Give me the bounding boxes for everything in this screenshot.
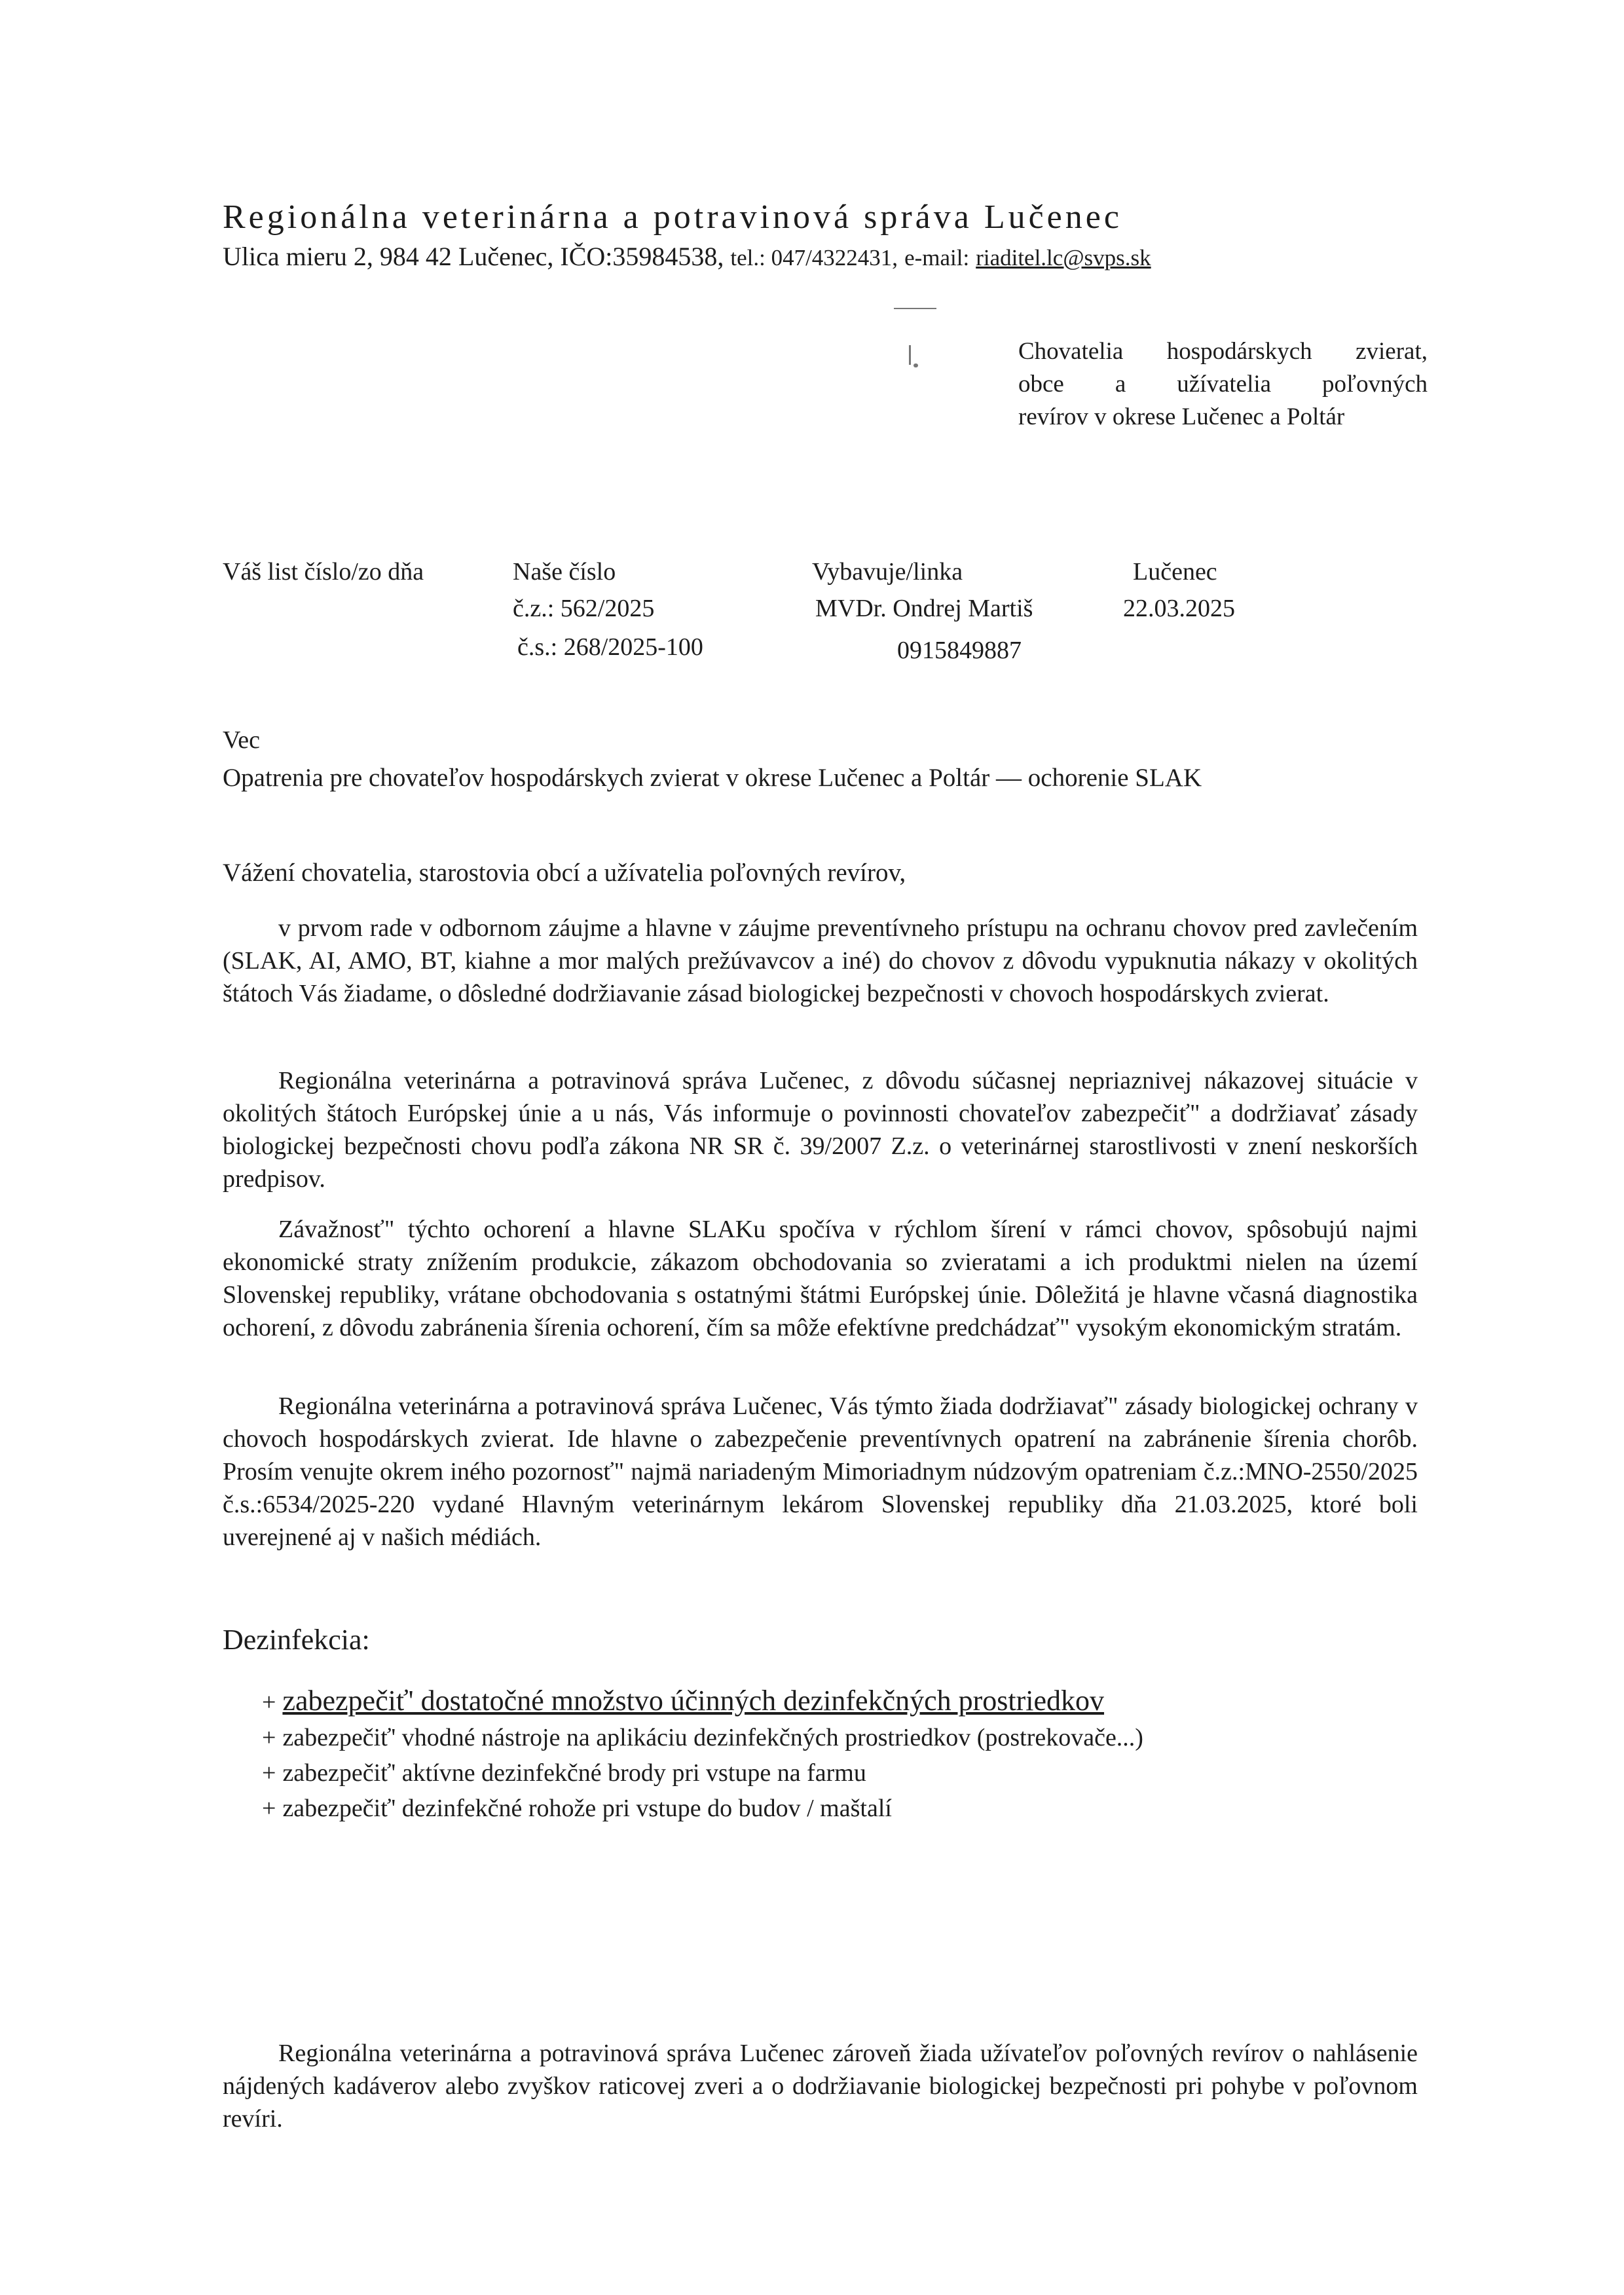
disinfection-heading: Dezinfekcia: (223, 1624, 370, 1656)
list-item (262, 1755, 1143, 1791)
organization-name: Regionálna veterinárna a potravinová správa Lučenec (223, 198, 1122, 236)
disinfection-list (262, 1683, 1143, 1826)
list-item-text: zabezpečiť' dezinfekčné rohože pri vstupe do budov / maštalí (282, 1795, 892, 1822)
handled-by-name: MVDr. Ondrej Martiš (815, 595, 1033, 622)
list-item-text: zabezpečiť' dostatočné množstvo účinných dezinfekčných prostriedkov (282, 1685, 1105, 1717)
subject-text: Opatrenia pre chovateľov hospodárskych zvierat v okrese Lučenec a Poltár — ochorenie SLAK (223, 764, 1202, 792)
plus-bullet: + (262, 1724, 276, 1751)
your-letter-label: Váš list číslo/zo dňa (223, 558, 424, 586)
our-number-label: Naše číslo (513, 558, 616, 586)
reference-cz: č.z.: 562/2025 (513, 595, 655, 622)
list-item-text: zabezpečiť' vhodné nástroje na aplikáciu dezinfekčných prostriedkov (postrekovače...) (282, 1724, 1143, 1751)
recipient-line: Chovatelia hospodárskych zvierat, (1018, 338, 1428, 365)
letter-date: 22.03.2025 (1123, 595, 1235, 622)
handled-by-label: Vybavuje/linka (812, 558, 963, 586)
list-item (262, 1683, 1143, 1720)
list-item (262, 1720, 1143, 1755)
organization-address (223, 241, 1151, 272)
recipient-line: revírov v okrese Lučenec a Poltár (1018, 403, 1345, 430)
body-paragraph: Regionálna veterinárna a potravinová správa Lučenec, Vás týmto žiada dodržiavať" zásady biologickej ochrany v chovoch hospodárskych zvierat. Ide hlavne o zabezpečenie preventívnych opatrení na zabránenie šírenia chorôb. Prosím venujte okrem iného pozornosť" najmä nariadeným Mimoriadnym núdzovým opatreniam č.z.:MNO-2550/2025 č.s.:6534/2025-220 vydané Hlavným veterinárnym lekárom Slovenskej republiky dňa 21.03.2025, ktoré boli uverejnené aj v našich médiách. (223, 1392, 1418, 1551)
plus-bullet: + (262, 1689, 276, 1716)
salutation: Vážení chovatelia, starostovia obcí a užívatelia poľovných revírov, (223, 859, 906, 887)
scan-mark (894, 308, 936, 309)
handled-by-phone: 0915849887 (897, 637, 1022, 664)
email-link[interactable]: riaditel.lc@svps.sk (976, 245, 1151, 271)
address-text: Ulica mieru 2, 984 42 Lučenec, IČO:35984538, (223, 242, 724, 271)
body-paragraph: v prvom rade v odbornom záujme a hlavne v záujme preventívneho prístupu na ochranu chovov pred zavlečením (SLAK, AI, AMO, BT, kiahne a mor malých prežúvavcov a iné) do chovov z dôvodu vypuknutia nákazy v okolitých štátoch Vás žiadame, o dôsledné dodržiavanie zásad biologickej bezpečnosti v chovoch hospodárskych zvierat. (223, 914, 1418, 1007)
body-paragraph: Regionálna veterinárna a potravinová správa Lučenec, z dôvodu súčasnej nepriaznivej nákazovej situácie v okolitých štátoch Európskej únie a u nás, Vás informuje o povinnosti chovateľov zabezpečiť" a dodržiavať zásady biologickej bezpečnosti chovu podľa zákona NR SR č. 39/2007 Z.z. o veterinárnej starostlivosti v znení neskorších predpisov. (223, 1067, 1418, 1193)
scan-mark (913, 364, 918, 367)
closing-paragraph: Regionálna veterinárna a potravinová správa Lučenec zároveň žiada užívateľov poľovných revírov o nahlásenie nájdených kadáverov alebo zvyškov raticovej zveri a o dodržiavanie biologickej bezpečnosti pri pohybe v poľovnom revíri. (223, 2040, 1418, 2133)
reference-cs: č.s.: 268/2025-100 (517, 633, 703, 661)
plus-bullet: + (262, 1759, 276, 1787)
plus-bullet: + (262, 1795, 276, 1822)
recipient-address (1018, 335, 1428, 434)
body-paragraph: Závažnosť" týchto ochorení a hlavne SLAKu spočíva v rýchlom šírení v rámci chovov, spôsobujú najmi ekonomické straty znížením produkcie, zákazom obchodovania so zvieratami a ich produktmi nielen na území Slovenskej republiky, vrátane obchodovania s ostatnými štátmi Európskej únie. Dôležitá je hlavne včasná diagnostika ochorení, z dôvodu zabránenia šírenia ochorení, čím sa môže efektívne predchádzať" vysokým ekonomickým stratám. (223, 1216, 1418, 1341)
letter-place: Lučenec (1133, 558, 1217, 586)
list-item (262, 1791, 1143, 1826)
list-item-text: zabezpečiť' aktívne dezinfekčné brody pri vstupe na farmu (282, 1759, 866, 1787)
phone-text: tel.: 047/4322431, (730, 245, 898, 271)
subject-heading: Vec (223, 726, 260, 754)
scan-mark (909, 345, 911, 365)
recipient-line: obce a užívatelia poľovných (1018, 371, 1428, 398)
email-label: e-mail: (904, 245, 970, 271)
